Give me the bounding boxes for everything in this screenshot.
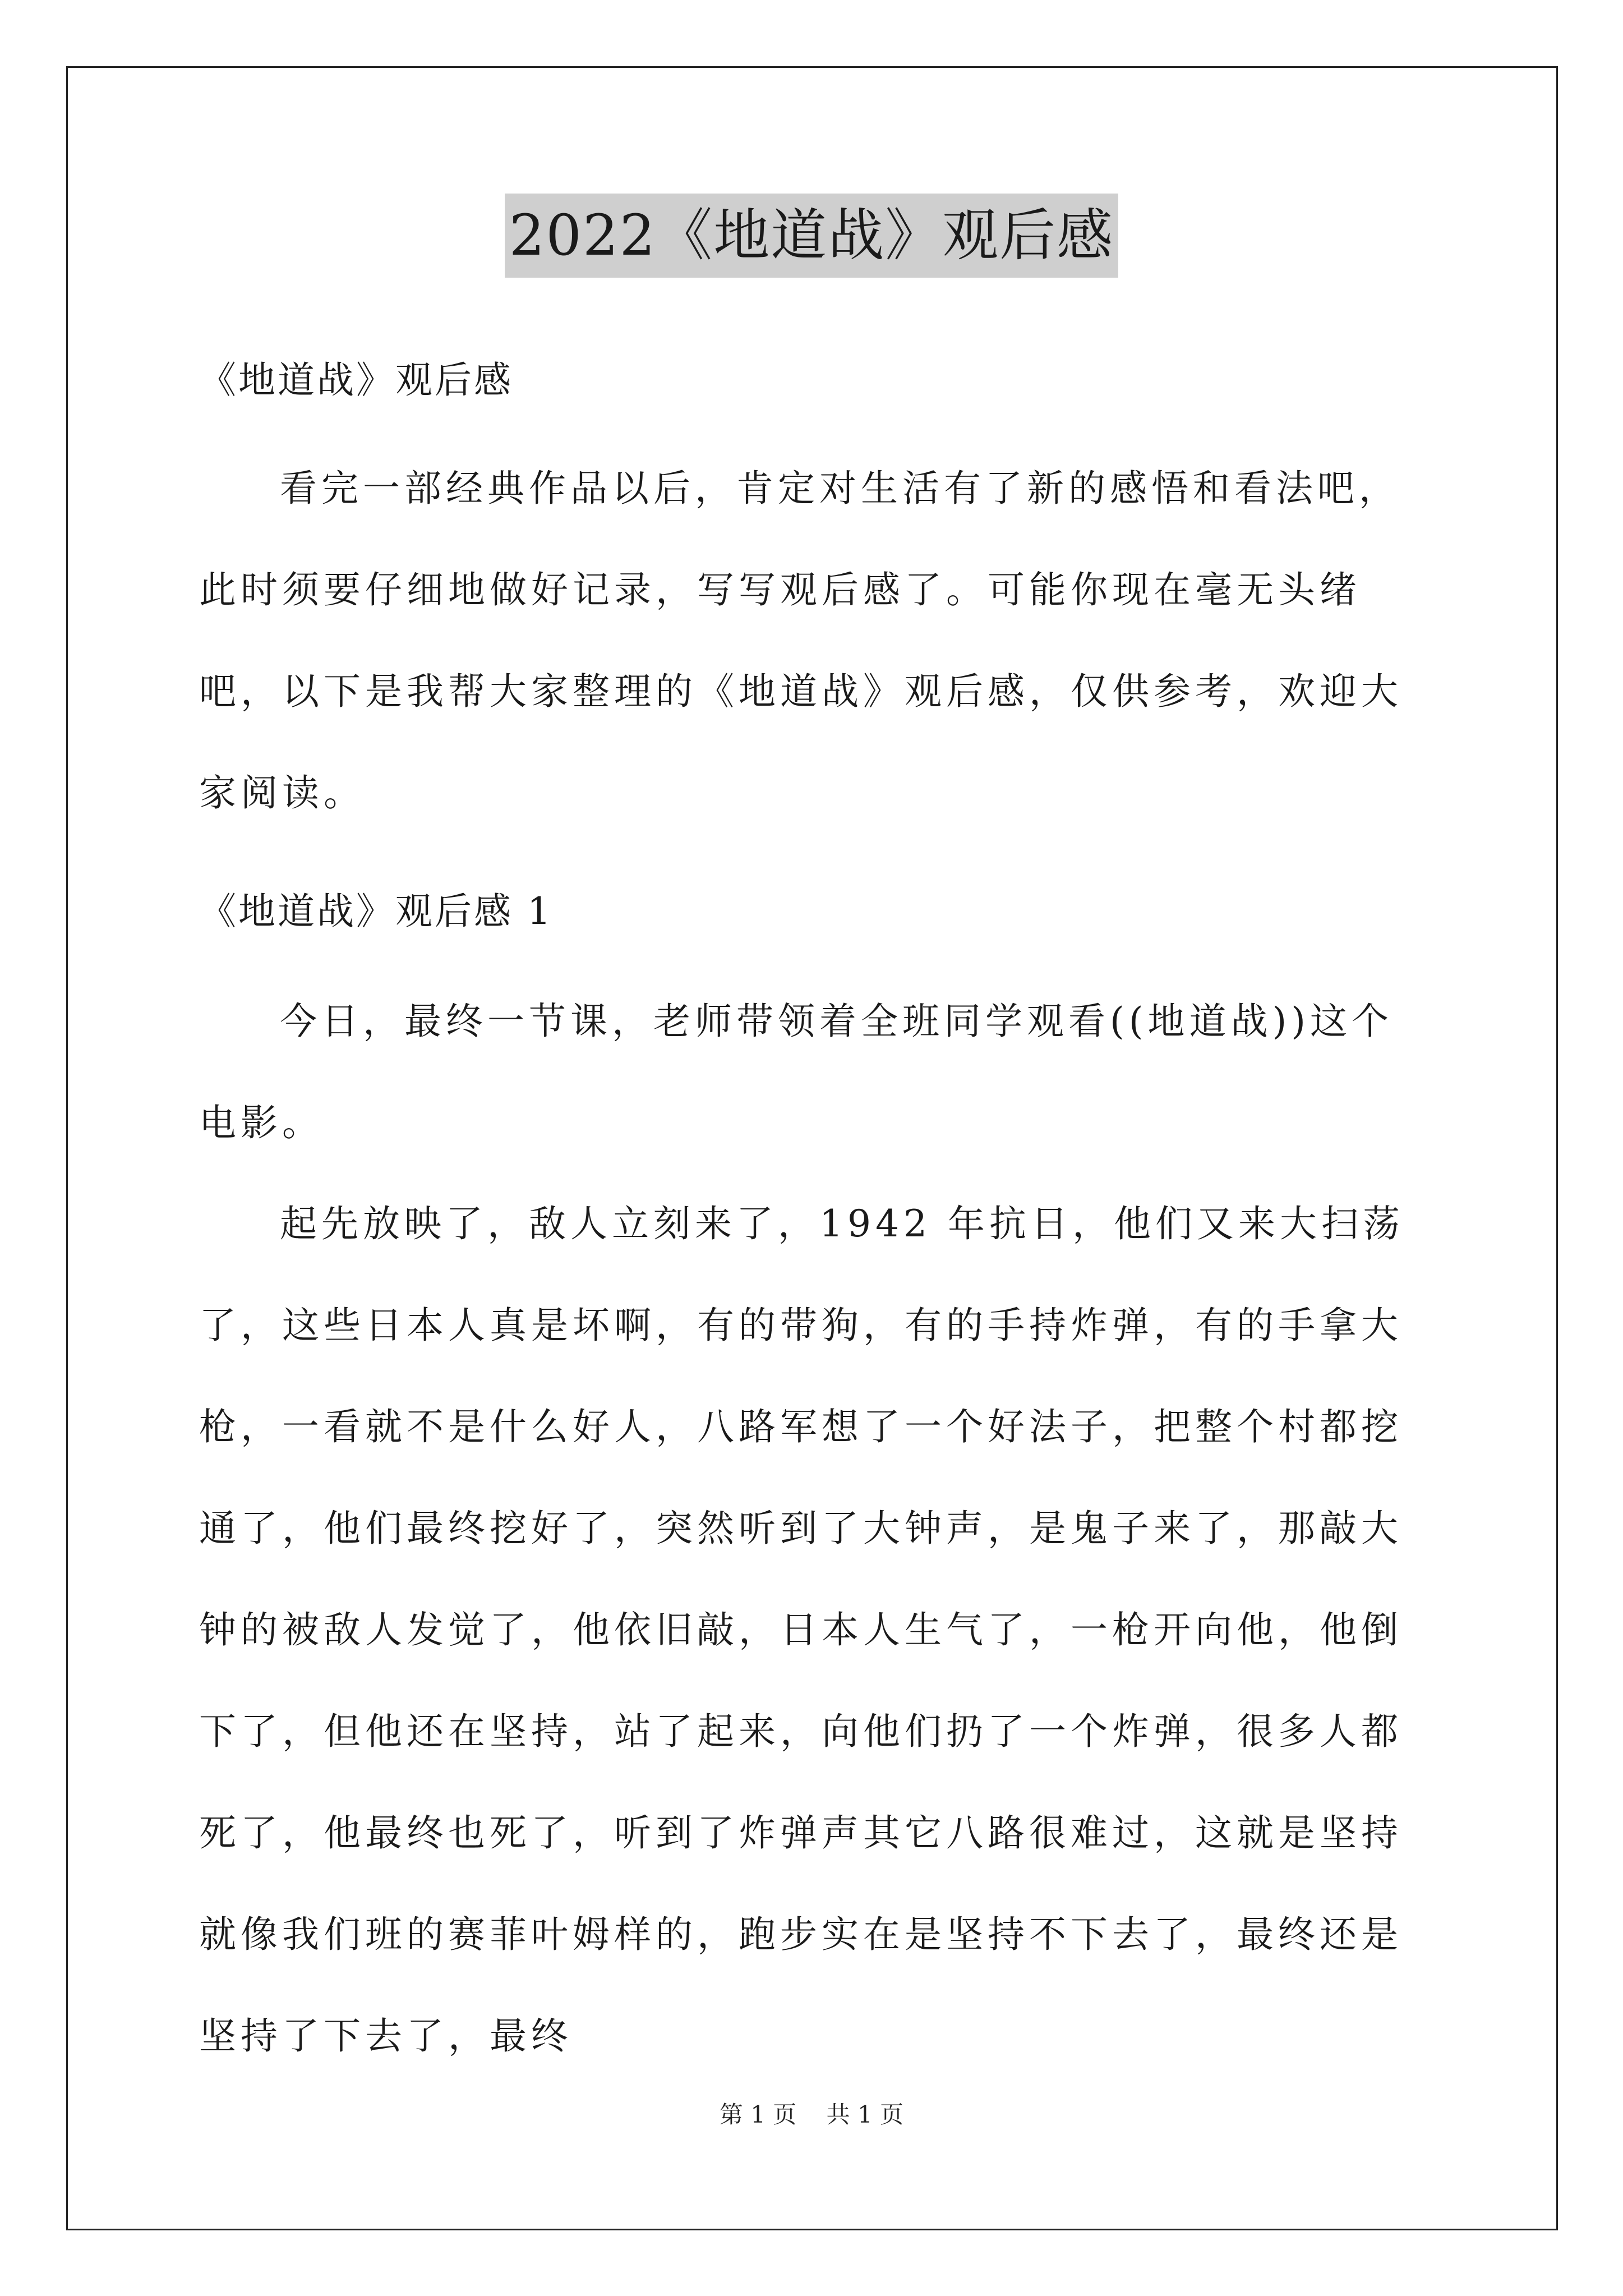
section1-heading: 《地道战》观后感 1 bbox=[199, 890, 553, 933]
intro-paragraph: 看完一部经典作品以后，肯定对生活有了新的感悟和看法吧，此时须要仔细地做好记录，写写观后感了。可能你现在毫无头绪吧，以下是我帮大家整理的《地道战》观后感，仅供参考，欢迎大家阅读。 bbox=[199, 467, 1403, 815]
title-container bbox=[0, 194, 1623, 278]
section1-paragraph-2: 起先放映了，敌人立刻来了，1942 年抗日，他们又来大扫荡了，这些日本人真是坏啊，有的带狗，有的手持炸弹，有的手拿大枪，一看就不是什么好人，八路军想了一个好法子，把整个村都挖通了，他们最终挖好了，突然听到了大钟声，是鬼子来了，那敲大钟的被敌人发觉了，他依旧敲，日本人生气了，一枪开向他，他倒下了，但他还在坚持，站了起来，向他们扔了一个炸弹，很多人都死了，他最终也死了，听到了炸弹声其它八路很难过，这就是坚持就像我们班的赛菲叶姆样的，跑步实在是坚持不下去了，最终还是坚持了下去了，最终 bbox=[199, 1202, 1404, 2058]
section1-paragraph-1: 今日，最终一节课，老师带领着全班同学观看((地道战))这个电影。 bbox=[199, 1000, 1393, 1144]
intro-heading: 《地道战》观后感 bbox=[199, 358, 513, 402]
page-number-current: 第 1 页 bbox=[719, 2101, 797, 2128]
page-footer bbox=[0, 2098, 1623, 2132]
document-title: 2022《地道战》观后感 bbox=[505, 194, 1119, 278]
page-number-total: 共 1 页 bbox=[826, 2101, 904, 2128]
